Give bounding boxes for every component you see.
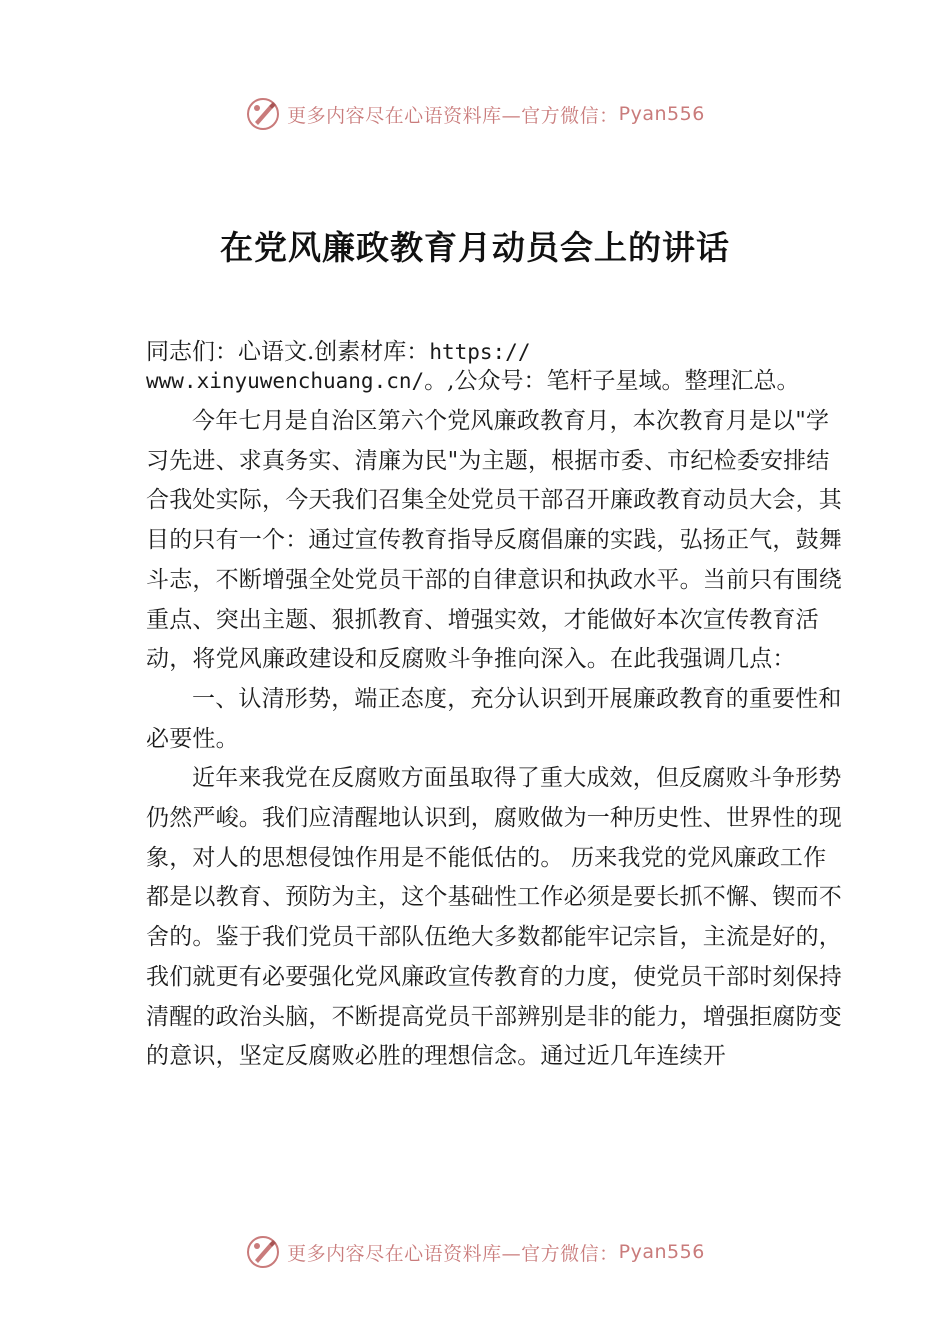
paragraph-section-heading: 一、认清形势，端正态度，充分认识到开展廉政教育的重要性和必要性。 — [146, 685, 842, 752]
paragraph-intro: 今年七月是自治区第六个党风廉政教育月，本次教育月是以"学习先进、求真务实、清廉为民"为主题，根据市委、市纪检委安排结合我处实际，今天我们召集全处党员干部召开廉政教育动员大会，其目的只有一个：通过宣传教育指导反腐倡廉的实践，弘扬正气，鼓舞斗志，不断增强全处党员干部的自律意识和执政水平。当前只有围绕重点、突出主题、狠抓教育、增强实效，才能做好本次宣传教育活动，将党风廉政建设和反腐败斗争推向深入。在此我强调几点： — [146, 408, 842, 673]
greeting-url-part-1: https:// — [429, 340, 531, 364]
paragraph-situation: 近年来我党在反腐败方面虽取得了重大成效，但反腐败斗争形势仍然严峻。我们应清醒地认识到，腐败做为一种历史性、世界性的现象，对人的思想侵蚀作用是不能低估的。 历来我党的党风廉政工作都是以教育、预防为主，这个基础性工作必须是要长抓不懈、锲而不舍的。鉴于我们党员干部队伍绝大多数都能牢记宗旨，主流是好的，我们就更有必要强化党风廉政宣传教育的力度，使党员干部时刻保持清醒的政治头脑，不断提高党员干部辨别是非的能力，增强拒腐防变的意识，坚定反腐败必胜的理想信念。通过近几年连续开 — [146, 765, 842, 1070]
footer-watermark — [0, 1232, 950, 1272]
watermark-text: 更多内容尽在心语资料库—官方微信： — [287, 104, 619, 127]
greeting-prefix: 同志们：心语文.创素材库： — [146, 339, 430, 365]
pen-seal-icon — [245, 96, 281, 132]
watermark-handle: Pyan556 — [618, 103, 705, 125]
pen-seal-icon — [245, 1234, 281, 1270]
document-body — [146, 338, 846, 1077]
document-title: 在党风廉政教育月动员会上的讲话 — [220, 228, 730, 267]
watermark-text: 更多内容尽在心语资料库—官方微信： — [287, 1242, 619, 1265]
watermark-handle: Pyan556 — [618, 1241, 705, 1263]
header-watermark — [0, 94, 950, 134]
greeting-url-part-2: www.xinyuwenchuang.cn/ — [146, 369, 425, 393]
greeting-line — [146, 338, 846, 396]
greeting-suffix: 。,公众号：笔杆子星域。整理汇总。 — [424, 368, 800, 394]
